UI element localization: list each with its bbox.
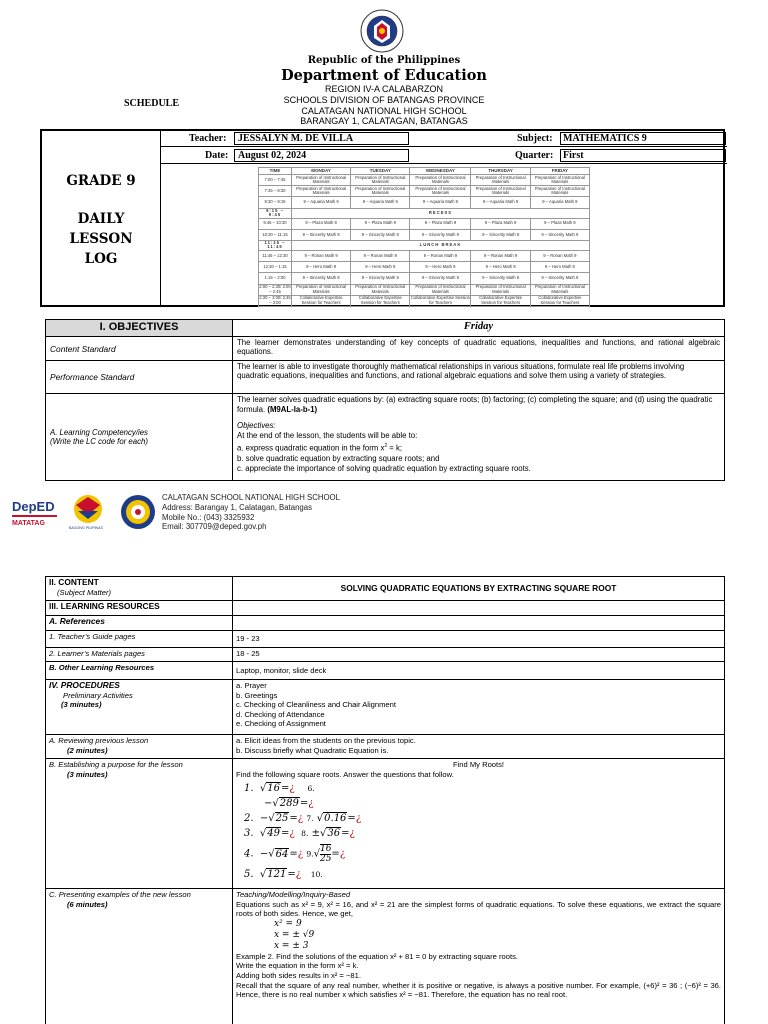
schedule-class-cell: Preparation of Instructional Materials: [410, 186, 471, 197]
schedule-class-cell: Preparation of Instructional Materials: [530, 186, 589, 197]
schedule-label: SCHEDULE: [124, 98, 180, 109]
lc-text-body: The learner solves quadratic equations by: (a) extracting square roots; (b) factoring; (c) completing the square; and (d) using the quadratic formula.: [237, 395, 713, 414]
item-row: 3. √49=¿ 8. ±√36=¿: [244, 828, 355, 840]
objective-a: [237, 441, 720, 454]
lc-label-line: (Write the LC code for each): [50, 437, 148, 446]
schedule-class-cell: 9 – Sincerity Math 9: [292, 229, 351, 240]
footer-mobile: Mobile No.: (043) 3325932: [162, 513, 255, 522]
schedule-time-cell: 2:00 – 2:30/ 2:00 – 2:45: [259, 284, 291, 294]
schedule-class-cell: 9 – Hero Math 9: [292, 262, 351, 273]
list-item: a. Elicit ideas from the students on the previous topic.: [236, 736, 416, 745]
schedule-row: [259, 240, 590, 250]
purpose-title: Find My Roots!: [452, 760, 505, 769]
work-line: x = ± √9: [274, 929, 315, 940]
other-resources-label: B. Other Learning Resources: [46, 662, 233, 680]
footer-school: CALATAGAN SCHOOL NATIONAL HIGH SCHOOL: [162, 493, 340, 502]
schedule-class-cell: Preparation of Instructional Materials: [292, 284, 351, 295]
preliminary-list: [233, 680, 725, 735]
lm-label: 2. Learner’s Materials pages: [46, 648, 233, 662]
schedule-header-cell: MONDAY: [292, 168, 351, 175]
present-cell: [46, 889, 233, 1024]
division-line: SCHOOLS DIVISION OF BATANGAS PROVINCE: [283, 95, 485, 105]
schedule-class-cell: Preparation of Instructional Materials: [351, 186, 410, 197]
department-title: Department of Education: [281, 67, 487, 84]
schedule-class-cell: 9 – Sincerity Math 9: [410, 273, 471, 284]
schedule-break-cell: LUNCH BREAK: [292, 240, 590, 250]
deped-seal-logo: [360, 8, 404, 54]
worked-solution: [236, 919, 721, 952]
date-quarter-row: [161, 148, 727, 164]
schedule-row: [259, 262, 590, 273]
footer-logos: [10, 493, 158, 531]
objective-b: b. solve quadratic equation by extracting square roots; and: [237, 453, 440, 463]
review-time: (2 minutes): [67, 745, 108, 755]
schedule-class-cell: Collaborative Expertise Session for Teachers: [471, 295, 530, 306]
schedule-class-cell: Preparation of Instructional Materials: [410, 175, 471, 186]
lc-cell: [233, 394, 725, 481]
purpose-content: [233, 759, 725, 889]
schedule-class-cell: 9 – Hero Math 9: [471, 262, 530, 273]
resources-blank: [233, 601, 725, 616]
schedule-class-cell: 9 – Aquaria Math 9: [292, 197, 351, 208]
review-label: A. Reviewing previous lesson: [49, 736, 149, 745]
schedule-class-cell: Preparation of Instructional Materials: [471, 175, 530, 186]
schedule-class-cell: 9 – Aquaria Math 9: [471, 197, 530, 208]
schedule-row: [259, 250, 590, 261]
schedule-time-cell: 11:45 – 12:30: [259, 250, 292, 261]
schedule-time-cell: 9:45 – 10:30: [259, 218, 292, 229]
schedule-class-cell: 9 – Hero Math 9: [410, 262, 471, 273]
purpose-time: (3 minutes): [67, 769, 108, 779]
lc-label-line: A. Learning Competency/ies: [50, 428, 148, 437]
schedule-class-cell: 9 – Plaza Math 9: [471, 218, 530, 229]
references-blank: [233, 616, 725, 631]
content-standard-label: Content Standard: [46, 337, 233, 361]
lc-code: (M9AL-Ia-b-1): [267, 405, 318, 414]
tg-value: 19 - 23: [233, 631, 725, 648]
other-resources-value: Laptop, monitor, slide deck: [233, 662, 725, 680]
schedule-class-cell: 9 – Sincerity Math 9: [530, 229, 589, 240]
schedule-row: [259, 284, 590, 295]
footer-address: Address: Barangay 1, Calatagan, Batangas: [162, 503, 312, 512]
performance-standard-label: Performance Standard: [46, 361, 233, 394]
content-label: II. CONTENT: [49, 577, 99, 587]
date-value: August 02, 2024: [238, 150, 307, 161]
present-title: Teaching/Modelling/Inquiry-Based: [236, 890, 351, 899]
schedule-class-cell: Collaborative Expertise Session for Teachers: [530, 295, 589, 306]
schedule-class-cell: 9 – Plaza Math 9: [410, 218, 471, 229]
item-row: 4. −√64=¿ 9.√ $\frac{16}{25}$ =¿: [244, 844, 346, 865]
tg-label: 1. Teacher’s Guide pages: [46, 631, 233, 648]
present-text: Equations such as x² = 9, x² = 16, and x² = 21 are the simplest forms of quadratic equations. To solve these equations, we extract the square roots of both sides. Hence, we get,: [236, 899, 721, 919]
lc-text: [237, 395, 720, 415]
schedule-time-cell: 7:00 – 7:45: [259, 175, 292, 186]
footer-email: Email: 307709@deped.gov.ph: [162, 522, 267, 531]
schedule-class-cell: 9 – Ronan Math 9: [530, 250, 589, 261]
item-row: −√289=¿: [264, 798, 314, 810]
item-row: 5. √121=¿ 10.: [244, 869, 323, 881]
date-label: Date:: [205, 150, 229, 161]
schedule-class-cell: Preparation of Instructional Materials: [471, 186, 530, 197]
resources-label: III. LEARNING RESOURCES: [46, 601, 233, 616]
subject-label: Subject:: [517, 133, 553, 144]
region-line: REGION IV-A CALABARZON: [324, 84, 444, 94]
schedule-class-cell: Preparation of Instructional Materials: [410, 284, 471, 295]
content-standard-text: The learner demonstrates understanding of key concepts of quadratic equations, inequalities and functions, and rational algebraic equations.: [233, 337, 725, 361]
schedule-class-cell: 9 – Sincerity Math 9: [351, 273, 410, 284]
objectives-table: [45, 319, 725, 481]
schedule-row: [259, 273, 590, 284]
schedule-time-cell: 7:45 – 8:30: [259, 186, 292, 197]
schedule-time-cell: 12:30 – 1:15: [259, 262, 292, 273]
dll-title-line: LOG: [84, 251, 118, 267]
objective-a-text: a. express quadratic equation in the form x: [237, 443, 385, 453]
schedule-class-cell: Preparation of Instructional Materials: [292, 175, 351, 186]
day-heading: Friday: [233, 320, 725, 337]
schedule-class-cell: 9 – Hero Math 9: [351, 262, 410, 273]
list-item: e. Checking of Assignment: [236, 719, 326, 729]
schedule-class-cell: 9 – Sincerity Math 9: [410, 229, 471, 240]
performance-standard-text: The learner is able to investigate thoroughly mathematical relationships in various situations, formulate real life problems involving: [237, 362, 685, 371]
present-label: C. Presenting examples of the new lesson: [49, 890, 191, 899]
schedule-header-cell: TIME: [259, 168, 292, 175]
objective-a-end: = k;: [387, 443, 403, 453]
schedule-class-cell: 9 – Ronan Math 9: [292, 250, 351, 261]
grade-label: GRADE 9: [66, 173, 136, 189]
dll-title: [42, 209, 160, 269]
teacher-subject-row: [161, 131, 727, 147]
lc-label: [46, 394, 233, 481]
quarter-label: Quarter:: [515, 150, 554, 161]
schedule-class-cell: 9 – Ronan Math 9: [410, 250, 471, 261]
list-item: c. Checking of Cleanliness and Chair Alignment: [236, 700, 396, 710]
schedule-row: [259, 175, 590, 186]
school-line: CALATAGAN NATIONAL HIGH SCHOOL: [301, 106, 467, 116]
schedule-class-cell: 9 – Sincerity Math 9: [471, 273, 530, 284]
teacher-label: Teacher:: [189, 133, 227, 144]
schedule-time-cell: 11:15 – 11:45: [259, 240, 292, 250]
schedule-row: [259, 208, 590, 218]
schedule-header-cell: THURSDAY: [471, 168, 530, 175]
schedule-class-cell: Preparation of Instructional Materials: [471, 284, 530, 295]
content-title: SOLVING QUADRATIC EQUATIONS BY EXTRACTING SQUARE ROOT: [233, 577, 725, 601]
purpose-cell: [46, 759, 233, 889]
schedule-class-cell: 9 – Ronan Math 9: [351, 250, 410, 261]
bagong-pilipinas-text: BAGONG PILIPINAS: [69, 526, 103, 530]
schedule-class-cell: Preparation of Instructional Materials: [530, 175, 589, 186]
schedule-class-cell: 9 – Plaza Math 9: [351, 218, 410, 229]
schedule-time-cell: 8:30 – 9:15: [259, 197, 292, 208]
example-2: Example 2. Find the solutions of the equation x² + 81 = 0 by extracting square roots.: [236, 951, 518, 961]
present-time: (6 minutes): [67, 899, 108, 909]
address-line: BARANGAY 1, CALATAGAN, BATANGAS: [300, 116, 468, 126]
schedule-class-cell: 9 – Sincerity Math 9: [530, 273, 589, 284]
matatag-logo-text: MATATAG: [12, 520, 45, 527]
present-content: [233, 889, 725, 1024]
schedule-class-cell: Collaborative Expertise Session for Teachers: [410, 295, 470, 305]
schedule-time-cell: 9:15 – 9:45: [259, 208, 292, 218]
schedule-class-cell: 9 – Sincerity Math 9: [351, 229, 410, 240]
objectives-heading: I. OBJECTIVES: [46, 320, 233, 337]
schedule-class-cell: 9 – Sincerity Math 9: [292, 273, 351, 284]
schedule-class-cell: Preparation of Instructional Materials: [292, 186, 351, 197]
schedule-time-cell: 10:30 – 11:15: [259, 229, 292, 240]
schedule-class-cell: 9 – Sincerity Math 9: [471, 229, 530, 240]
schedule-header-cell: TUESDAY: [351, 168, 410, 175]
subject-value: MATHEMATICS 9: [563, 133, 647, 144]
review-cell: [46, 735, 233, 759]
content-table: [45, 576, 725, 1024]
schedule-row: [259, 229, 590, 240]
example-2-form: Write the equation in the form x² = k.: [236, 961, 359, 971]
quarter-value: First: [563, 150, 584, 161]
schedule-class-cell: Collaborative Expertise Session for Teachers: [351, 295, 410, 306]
example-2-recall: Recall that the square of any real number, whether it is positive or negative, is always a positive number. For example, (+6)² = 36 ; (−6)² = 36. Hence, there is no real number x which satisfies x² = −81. Therefore, the equation has no real root.: [236, 980, 721, 1000]
preliminary-label: Preliminary Activities: [63, 690, 133, 700]
purpose-intro: Find the following square roots. Answer the questions that follow.: [236, 769, 454, 779]
schedule-header-cell: FRIDAY: [530, 168, 589, 175]
objectives-intro: At the end of the lesson, the students will be able to:: [237, 431, 418, 440]
schedule-time-cell: 2:30 – 3:00/ 2:45 – 3:00: [259, 295, 291, 305]
schedule-class-cell: Collaborative Expertise Session for Teachers: [292, 295, 351, 306]
schedule-time-cell: 1:15 – 2:00: [259, 273, 292, 284]
schedule-class-cell: 9 – Aquaria Math 9: [530, 197, 589, 208]
schedule-header-cell: WEDNESDAY: [410, 168, 471, 175]
list-item: d. Checking of Attendance: [236, 709, 325, 719]
schedule-class-cell: 9 – Plaza Math 9: [530, 218, 589, 229]
schedule-class-cell: 9 – Plaza Math 9: [292, 218, 351, 229]
objective-a-sup: 2: [384, 443, 388, 449]
list-item: a. Prayer: [236, 681, 267, 690]
schedule-table: [258, 167, 590, 307]
schedule-row: [259, 218, 590, 229]
work-line: x² = 9: [274, 918, 302, 929]
schedule-class-cell: 9 – Aquaria Math 9: [410, 197, 471, 208]
dll-title-line: DAILY: [77, 211, 125, 227]
schedule-row: [259, 197, 590, 208]
review-list: [233, 735, 725, 759]
performance-standard-cell: [233, 361, 725, 394]
schedule-class-cell: 9 – Aquaria Math 9: [351, 197, 410, 208]
purpose-label: B. Establishing a purpose for the lesson: [49, 760, 183, 769]
schedule-class-cell: Preparation of Instructional Materials: [530, 284, 589, 295]
objective-c: c. appreciate the importance of solving quadratic equation by extracting square roots.: [237, 463, 531, 473]
work-line: x = ± 3: [274, 940, 309, 951]
dll-title-cell: [42, 131, 161, 305]
content-label-cell: [46, 577, 233, 601]
content-sub: (Subject Matter): [57, 587, 112, 597]
example-2-add: Adding both sides results in x² = −81.: [236, 970, 361, 980]
lm-value: 18 - 25: [233, 648, 725, 662]
item-row: 2. −√25=¿ 7. √0.16=¿: [244, 813, 362, 825]
schedule-class-cell: Preparation of Instructional Materials: [351, 175, 410, 186]
deped-logo-text: DepED: [12, 499, 55, 514]
performance-standard-text: quadratic equations, inequalities and functions, and rational algebraic equations and solve them using a variety of strategies.: [237, 371, 667, 380]
teacher-value: JESSALYN M. DE VILLA: [238, 133, 354, 144]
item-row: 1. √16=¿ 6.: [244, 783, 315, 795]
preliminary-time: (3 minutes): [61, 700, 102, 710]
republic-line: Republic of the Philippines: [307, 55, 461, 66]
square-root-items: [236, 781, 721, 882]
procedures-cell: [46, 680, 233, 735]
dll-title-line: LESSON: [69, 231, 133, 247]
list-item: b. Discuss briefly what Quadratic Equation is.: [236, 745, 389, 755]
schedule-class-cell: Preparation of Instructional Materials: [351, 284, 410, 295]
list-item: b. Greetings: [236, 690, 278, 700]
objectives-title: Objectives:: [237, 421, 276, 430]
references-label: A. References: [46, 616, 233, 631]
schedule-break-cell: RECESS: [292, 208, 590, 218]
procedures-label: IV. PROCEDURES: [49, 680, 120, 690]
schedule-row: [259, 186, 590, 197]
schedule-row: [259, 295, 590, 306]
schedule-class-cell: 9 – Ronan Math 9: [471, 250, 530, 261]
schedule-class-cell: 9 – Hero Math 9: [530, 262, 589, 273]
